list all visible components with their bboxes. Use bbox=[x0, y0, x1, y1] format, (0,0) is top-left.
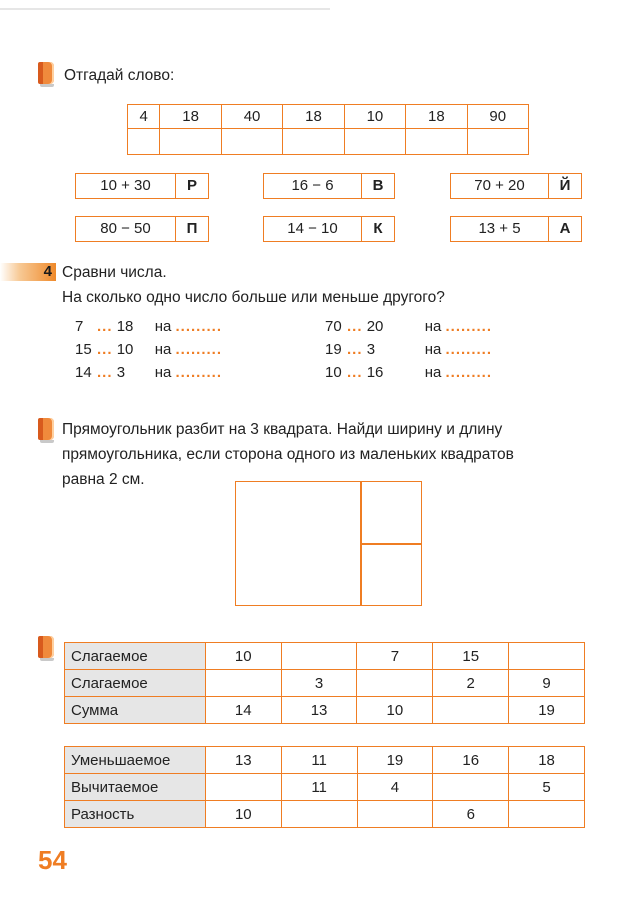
task1-title: Отгадай слово: bbox=[64, 67, 175, 84]
expression: 80 − 50 bbox=[76, 217, 176, 241]
table-row bbox=[65, 747, 585, 774]
sum-table bbox=[64, 642, 585, 724]
answer-number: 90 bbox=[467, 105, 528, 129]
table-cell[interactable] bbox=[205, 670, 281, 697]
table-row bbox=[65, 670, 585, 697]
task5-line3: равна 2 см. bbox=[62, 471, 145, 488]
table-cell[interactable]: 18 bbox=[509, 747, 585, 774]
book-icon bbox=[38, 636, 54, 658]
expression: 16 − 6 bbox=[264, 174, 362, 198]
table-cell[interactable]: 9 bbox=[509, 670, 585, 697]
table-cell[interactable]: 14 bbox=[205, 697, 281, 724]
table-cell[interactable]: 19 bbox=[509, 697, 585, 724]
compare-row: 10 ... 16 на ......... bbox=[325, 364, 493, 381]
answer-number: 18 bbox=[283, 105, 344, 129]
table-cell[interactable]: 19 bbox=[357, 747, 433, 774]
expression: 70 + 20 bbox=[451, 174, 549, 198]
row-label: Разность bbox=[65, 801, 206, 828]
task4-subtitle: На сколько одно число больше или меньше другого? bbox=[62, 289, 445, 306]
answer-number: 4 bbox=[128, 105, 160, 129]
table-cell[interactable]: 3 bbox=[281, 670, 357, 697]
table-cell[interactable]: 7 bbox=[357, 643, 433, 670]
book-icon bbox=[38, 62, 54, 84]
table-cell[interactable] bbox=[509, 801, 585, 828]
table-cell[interactable] bbox=[205, 774, 281, 801]
compare-row: 15 ... 10 на ......... bbox=[75, 341, 223, 358]
expr-letter-pair bbox=[75, 173, 209, 199]
letter: В bbox=[372, 177, 384, 194]
answer-number: 18 bbox=[160, 105, 221, 129]
expr-letter-pair bbox=[75, 216, 209, 242]
top-rule bbox=[0, 8, 330, 10]
expr-letter-pair bbox=[263, 216, 395, 242]
expression: 14 − 10 bbox=[264, 217, 362, 241]
compare-row: 14 ... 3 на ......... bbox=[75, 364, 223, 381]
table-cell[interactable] bbox=[281, 643, 357, 670]
answer-number: 18 bbox=[406, 105, 467, 129]
table-cell[interactable]: 13 bbox=[205, 747, 281, 774]
table-cell[interactable] bbox=[357, 801, 433, 828]
letter: К bbox=[373, 220, 383, 237]
letter-slot[interactable] bbox=[160, 129, 221, 155]
table-cell[interactable] bbox=[281, 801, 357, 828]
expression: 13 + 5 bbox=[451, 217, 549, 241]
compare-row: 19 ... 3 на ......... bbox=[325, 341, 493, 358]
row-label: Слагаемое bbox=[65, 643, 206, 670]
table-cell[interactable]: 6 bbox=[433, 801, 509, 828]
table-cell[interactable]: 11 bbox=[281, 774, 357, 801]
row-label: Вычитаемое bbox=[65, 774, 206, 801]
letter-slot[interactable] bbox=[128, 129, 160, 155]
row-label: Уменьшаемое bbox=[65, 747, 206, 774]
table-cell[interactable] bbox=[357, 670, 433, 697]
table-row bbox=[65, 643, 585, 670]
letter: А bbox=[559, 220, 571, 237]
letter: Й bbox=[559, 177, 571, 194]
answer-table bbox=[127, 104, 529, 155]
table-cell[interactable]: 4 bbox=[357, 774, 433, 801]
answer-number: 40 bbox=[221, 105, 282, 129]
table-cell[interactable]: 10 bbox=[205, 801, 281, 828]
task4-title: Сравни числа. bbox=[62, 264, 167, 281]
difference-table bbox=[64, 746, 585, 828]
letter-slot[interactable] bbox=[467, 129, 528, 155]
page-number: 54 bbox=[38, 845, 67, 875]
expr-letter-pair bbox=[450, 216, 582, 242]
book-icon bbox=[38, 418, 54, 440]
table-row bbox=[65, 801, 585, 828]
task5-line1: Прямоугольник разбит на 3 квадрата. Найди ширину и длину bbox=[62, 421, 503, 438]
letter: П bbox=[186, 220, 198, 237]
table-cell[interactable]: 11 bbox=[281, 747, 357, 774]
compare-row: 70 ... 20 на ......... bbox=[325, 318, 493, 335]
table-row bbox=[65, 697, 585, 724]
table-cell[interactable]: 2 bbox=[433, 670, 509, 697]
letter-slot[interactable] bbox=[283, 129, 344, 155]
letter-slot[interactable] bbox=[221, 129, 282, 155]
table-cell[interactable] bbox=[509, 643, 585, 670]
table-row bbox=[65, 774, 585, 801]
table-cell[interactable] bbox=[433, 774, 509, 801]
row-label: Сумма bbox=[65, 697, 206, 724]
letter: Р bbox=[186, 177, 197, 194]
expression: 10 + 30 bbox=[76, 174, 176, 198]
table-cell[interactable]: 10 bbox=[357, 697, 433, 724]
table-cell[interactable]: 13 bbox=[281, 697, 357, 724]
compare-row: 7 ... 18 на ......... bbox=[75, 318, 223, 335]
letter-slot[interactable] bbox=[344, 129, 405, 155]
square-divider bbox=[360, 543, 422, 545]
task-number-badge: 4 bbox=[0, 263, 56, 281]
task5-line2: прямоугольника, если сторона одного из маленьких квадратов bbox=[62, 446, 514, 463]
table-cell[interactable]: 16 bbox=[433, 747, 509, 774]
table-cell[interactable]: 5 bbox=[509, 774, 585, 801]
expr-letter-pair bbox=[450, 173, 582, 199]
answer-number: 10 bbox=[344, 105, 405, 129]
table-cell[interactable]: 15 bbox=[433, 643, 509, 670]
table-cell[interactable] bbox=[433, 697, 509, 724]
letter-slot[interactable] bbox=[406, 129, 467, 155]
table-cell[interactable]: 10 bbox=[205, 643, 281, 670]
expr-letter-pair bbox=[263, 173, 395, 199]
row-label: Слагаемое bbox=[65, 670, 206, 697]
